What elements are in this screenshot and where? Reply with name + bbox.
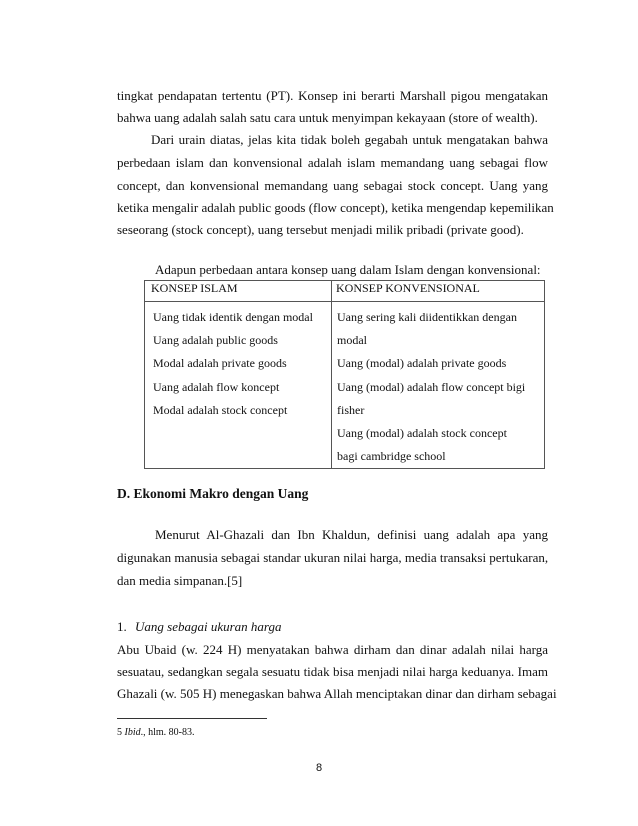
body-text-line: Ghazali (w. 505 H) menegaskan bahwa Allah menciptakan dinar dan dirham sebagai	[117, 686, 557, 701]
table-row	[145, 302, 545, 469]
list-item: Uang sering kali diidentikkan dengan	[337, 310, 517, 324]
list-item: bagi cambridge school	[337, 449, 446, 464]
table-header-row	[145, 281, 545, 302]
list-item: Modal adalah stock concept	[153, 402, 288, 417]
table-intro: Adapun perbedaan antara konsep uang dalam Islam dengan konvensional:	[155, 262, 541, 277]
table-header-konvensional: KONSEP KONVENSIONAL	[332, 281, 545, 302]
list-item: Uang tidak identik dengan modal	[153, 310, 313, 324]
subsection-title: Uang sebagai ukuran harga	[135, 619, 282, 634]
list-item: Uang adalah public goods	[153, 333, 278, 348]
body-text-line: sesuatau, sedangkan segala sesuatu tidak bisa menjadi nilai harga keduanya. Imam	[117, 664, 548, 679]
body-text-line: Menurut Al-Ghazali dan Ibn Khaldun, definisi uang adalah apa yang	[155, 527, 548, 542]
body-text-line: ketika mengalir adalah public goods (flow concept), ketika mengendap kepemilikan	[117, 200, 554, 215]
footnote-divider	[117, 718, 267, 719]
subsection-heading	[117, 619, 282, 635]
body-text-line: seseorang (stock concept), uang tersebut menjadi milik pribadi (private good).	[117, 222, 524, 237]
list-item: Uang (modal) adalah stock concept	[337, 426, 507, 441]
body-text-line: perbedaan islam dan konvensional adalah islam memandang uang sebagai flow	[117, 155, 548, 170]
list-item: Uang adalah flow koncept	[153, 379, 280, 394]
konvensional-column	[332, 302, 545, 469]
list-item: Uang (modal) adalah flow concept bigi	[337, 379, 526, 394]
list-item: modal	[337, 333, 367, 348]
table-header-islam: KONSEP ISLAM	[145, 281, 332, 302]
section-heading: D. Ekonomi Makro dengan Uang	[117, 486, 309, 501]
body-text-line: Dari urain diatas, jelas kita tidak boleh gegabah untuk mengatakan bahwa	[151, 132, 548, 147]
body-text-line: concept, dan konvensional memandang uang sebagai stock concept. Uang yang	[117, 178, 548, 193]
list-item: fisher	[337, 402, 365, 417]
body-text-line: tingkat pendapatan tertentu (PT). Konsep ini berarti Marshall pigou mengatakan	[117, 88, 548, 103]
footnote-source: Ibid	[124, 727, 141, 738]
comparison-table	[144, 280, 545, 469]
footnote	[117, 727, 195, 738]
footnote-text: ., hlm. 80-83.	[140, 727, 195, 738]
list-item: Uang (modal) adalah private goods	[337, 356, 507, 371]
body-text-line: digunakan manusia sebagai standar ukuran nilai harga, media transaksi pertukaran,	[117, 550, 549, 565]
body-text-line: bahwa uang adalah salah satu cara untuk menyimpan kekayaan (store of wealth).	[117, 110, 538, 125]
page-number: 8	[315, 762, 323, 774]
footnote-number: 5	[117, 727, 122, 738]
subsection-number: 1.	[117, 619, 127, 634]
islam-column	[145, 302, 332, 469]
list-item: Modal adalah private goods	[153, 356, 287, 371]
body-text-line: Abu Ubaid (w. 224 H) menyatakan bahwa dirham dan dinar adalah nilai harga	[117, 642, 548, 657]
body-text-line: dan media simpanan.[5]	[117, 573, 243, 588]
